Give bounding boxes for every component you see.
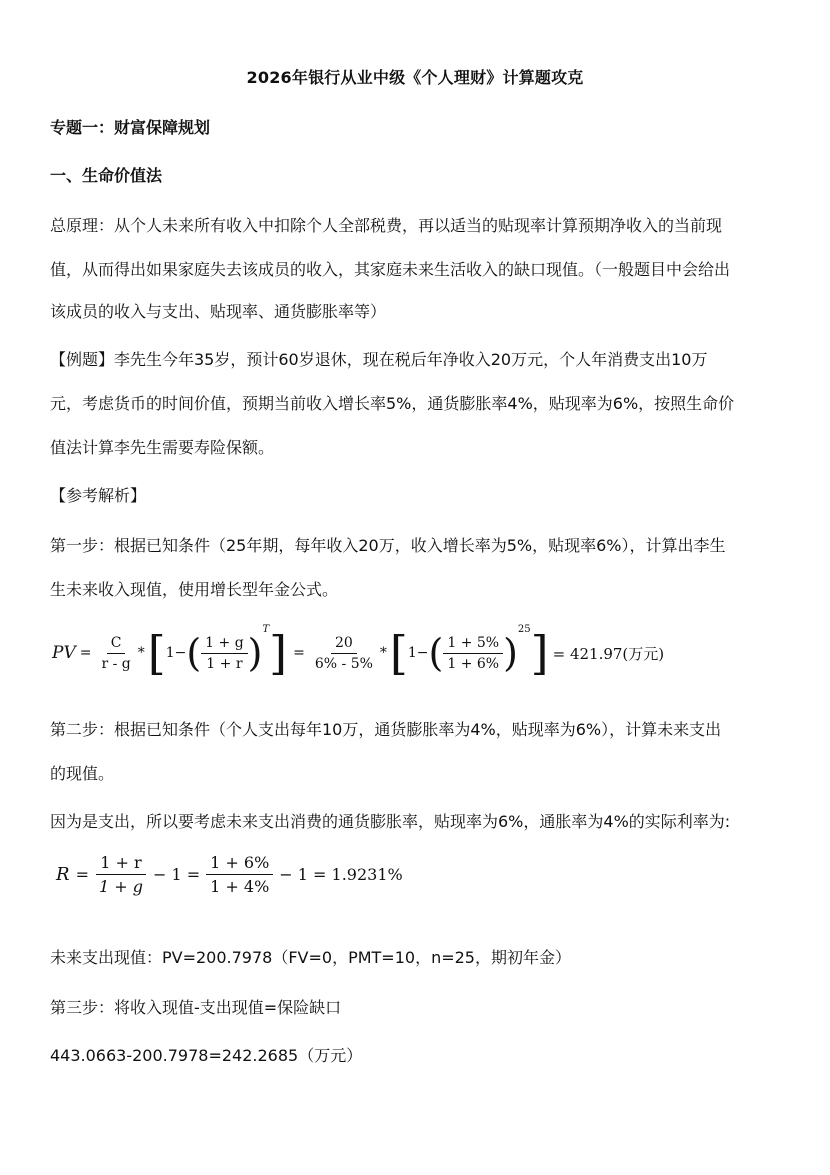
formula1-exponent-t: T [262,624,270,635]
formula1-fraction-20 [311,635,377,672]
formula1-paren-close-2: ) [503,631,518,675]
formula2-result: − 1 = 1.9231% [279,864,403,884]
formula-real-rate [56,850,403,898]
formula1-paren-open-1: ( [186,631,202,675]
formula1-eq: = [79,645,92,661]
formula2-lhs: R [56,863,70,885]
formula2-rates-num: 1 + 6% [206,853,273,875]
example-line-3: 值法计算李先生需要寿险保额。 [50,438,275,457]
formula1-g-num: 1 + g [201,635,248,654]
formula1-bracket-close-2: ] [530,626,549,680]
document-title: 2026年银行从业中级《个人理财》计算题攻克 [246,68,584,87]
formula1-eq-2: = [293,645,305,661]
formula1-fraction-rates [443,635,503,672]
analysis-label: 【参考解析】 [50,486,147,505]
formula1-bracket-close: ] [269,626,288,680]
principle-line-2: 值，从而得出如果家庭失去该成员的收入，其家庭未来生活收入的缺口现值。（一般题目中会给出 [50,260,731,279]
inflation-note: 因为是支出，所以要考虑未来支出消费的通货膨胀率，贴现率为6%，通胀率为4%的实际利率为: [50,812,731,831]
formula1-fraction-c [97,635,134,672]
formula1-20-den: 6% - 5% [314,655,373,672]
formula1-c-num: C [107,635,126,654]
formula1-bracket-open-2: [ [389,626,408,680]
step2-line-2: 的现值。 [50,764,115,783]
formula1-result: = 421.97(万元) [552,644,665,663]
step3-line: 第三步：将收入现值-支出现值=保险缺口 [50,998,342,1017]
step1-line-2: 生未来收入现值，使用增长型年金公式。 [50,580,339,599]
formula1-one-minus-1: 1− [165,645,187,661]
formula1-one-minus-2: 1− [407,645,429,661]
formula1-bracket-open: [ [147,626,166,680]
formula1-exponent-25: 25 [517,624,531,635]
formula1-paren-open-2: ( [428,631,444,675]
formula1-fraction-g [201,635,248,672]
future-expense-pv: 未来支出现值：PV=200.7978（FV=0，PMT=10，n=25，期初年金） [50,948,571,967]
principle-line-1: 总原理：从个人未来所有收入中扣除个人全部税费，再以适当的贴现率计算预期净收入的当前现 [50,216,723,235]
example-line-2: 元，考虑货币的时间价值，预期当前收入增长率5%，通货膨胀率4%，贴现率为6%，按照生命价 [50,394,735,413]
formula2-minus-one: − 1 = [152,864,201,884]
formula2-rg-num: 1 + r [96,853,145,875]
formula1-rates-num: 1 + 5% [443,635,503,654]
step2-line-1: 第二步：根据已知条件（个人支出每年10万，通货膨胀率为4%，贴现率为6%），计算未来支出 [50,720,722,739]
formula1-20-num: 20 [331,635,357,654]
section-heading: 一、生命价值法 [50,166,163,185]
formula2-rg-den: 1 + g [98,876,143,896]
formula-growing-annuity [52,622,664,684]
formula2-eq: = [75,864,89,884]
principle-line-3: 该成员的收入与支出、贴现率、通货膨胀率等） [50,302,387,321]
formula2-rates-den: 1 + 4% [210,876,270,896]
formula2-fraction-rg [95,853,147,896]
final-result-line: 443.0663-200.7978=242.2685（万元） [50,1046,363,1065]
formula1-times-2: * [379,645,387,661]
example-line-1: 【例题】李先生今年35岁，预计60岁退休，现在税后年净收入20万元，个人年消费支出10万 [50,350,708,369]
topic-heading: 专题一：财富保障规划 [50,118,211,137]
formula1-g-den: 1 + r [206,655,243,672]
formula1-c-den: r - g [101,655,131,672]
formula1-lhs: PV [52,643,76,663]
formula1-times-1: * [137,645,145,661]
formula1-rates-den: 1 + 6% [447,655,500,672]
formula2-fraction-rates [206,853,273,896]
formula1-paren-close-1: ) [247,631,263,675]
step1-line-1: 第一步：根据已知条件（25年期，每年收入20万，收入增长率为5%，贴现率6%），计算出李生 [50,536,726,555]
